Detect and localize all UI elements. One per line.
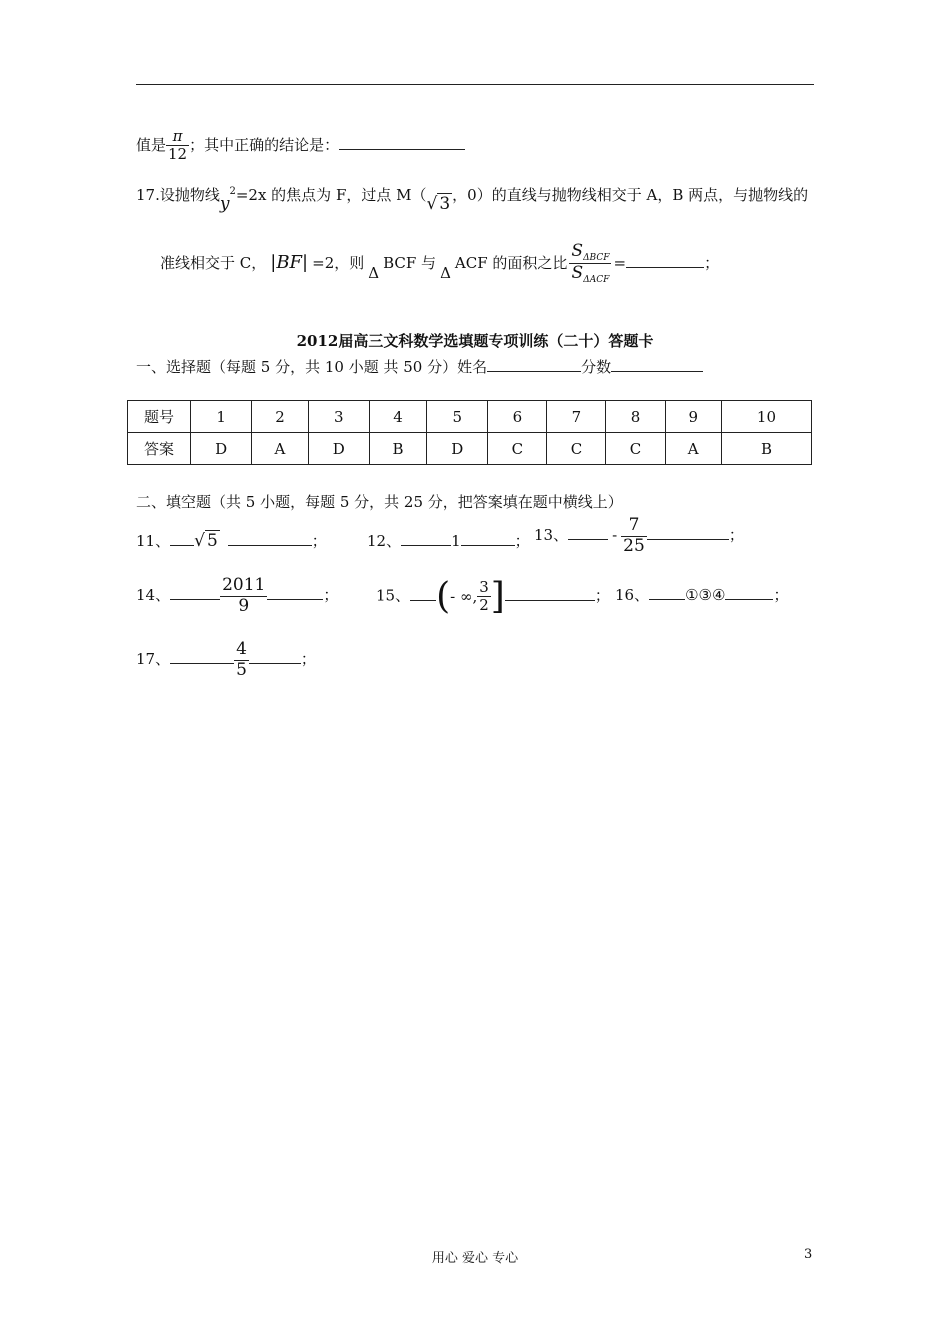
table-cell: 6 bbox=[488, 401, 547, 433]
choice-answer-table bbox=[127, 400, 812, 465]
q17-line-1: 17.设抛物线$y^2=2x$ 的焦点为 F，过点 M（√ 3 ，0）的直线与抛物线相交于 A，B 两点，与抛物线的 bbox=[136, 186, 809, 214]
answer-cell: B bbox=[369, 433, 426, 465]
q17-abs-bf: |BF| bbox=[270, 251, 309, 273]
q14-answer: $\frac{2011}{9}$ bbox=[222, 575, 266, 616]
table-row-numbers bbox=[128, 401, 812, 433]
q11-answer: √ 5 bbox=[194, 531, 218, 551]
answer-cell: D bbox=[427, 433, 488, 465]
page-number: 3 bbox=[804, 1247, 813, 1262]
q15-answer-frac: $\frac{3}{2}$ bbox=[479, 577, 489, 614]
q16-tail-line bbox=[136, 128, 465, 164]
table-cell: 5 bbox=[427, 401, 488, 433]
table-row-answers bbox=[128, 433, 812, 465]
answer-cell: C bbox=[488, 433, 547, 465]
answer-cell: B bbox=[721, 433, 811, 465]
q12-answer: 1 bbox=[451, 532, 461, 550]
q17-fill-answer: $\frac{4}{5}$ bbox=[236, 639, 247, 680]
fill-q13: 13、 - $\frac{7}{25}$ ； bbox=[534, 515, 744, 556]
footer-slogan: 用心 爱心 专心 bbox=[431, 1251, 519, 1266]
answer-cell: D bbox=[308, 433, 369, 465]
q16-answer: ①③④ bbox=[685, 586, 726, 604]
table-cell: 4 bbox=[369, 401, 426, 433]
answer-cell: A bbox=[665, 433, 721, 465]
q17-sqrt: √ 3 bbox=[426, 194, 451, 214]
fill-q15: 15、 (- ∞, $\frac{3}{2}$ ] ； bbox=[376, 576, 610, 617]
answer-card-title: 2012届高三文科数学选填题专项训练（二十）答题卡 bbox=[296, 332, 654, 350]
q17-y-var: y bbox=[219, 194, 230, 214]
answer-cell: D bbox=[191, 433, 252, 465]
fill-q11: 11、 √ 5 ； bbox=[136, 531, 327, 551]
q17-line-2: 准线相交于 C， |BF| =2，则ΔBCF 与ΔACF 的面积之比 $\frac{S_{\Delta BCF}}{S_{\Delta ACF}}$ = ； bbox=[160, 241, 720, 286]
q17-area-ratio: $\frac{S_{\Delta BCF}}{S_{\Delta ACF}}$ bbox=[571, 241, 610, 286]
answer-cell: A bbox=[252, 433, 308, 465]
q17-answer-blank[interactable] bbox=[626, 267, 704, 268]
fill-q14: 14、 $\frac{2011}{9}$ ； bbox=[136, 575, 339, 616]
table-cell: 1 bbox=[191, 401, 252, 433]
answer-cell: C bbox=[547, 433, 606, 465]
table-cell: 2 bbox=[252, 401, 308, 433]
q16-answer-blank[interactable] bbox=[339, 149, 465, 150]
table-cell: 9 bbox=[665, 401, 721, 433]
q15-answer-left: - ∞, bbox=[450, 587, 478, 606]
section-2-heading: 二、填空题（共 5 小题，每题 5 分，共 25 分，把答案填在题中横线上） bbox=[136, 493, 623, 511]
q17-delta-2: Δ bbox=[440, 263, 451, 282]
fill-q12: 12、 1 ； bbox=[367, 532, 530, 550]
q17-delta-1: Δ bbox=[368, 263, 380, 282]
q16-suffix: ；其中正确的结论是： bbox=[189, 135, 340, 154]
row-label-numbers: 题号 bbox=[128, 401, 191, 433]
q16-fraction: $\frac{\pi}{12}$ bbox=[168, 127, 188, 164]
q13-answer: $\frac{7}{25}$ bbox=[623, 515, 645, 556]
fill-q17: 17、 $\frac{4}{5}$ ； bbox=[136, 639, 316, 680]
q16-prefix: 值是 bbox=[136, 135, 167, 154]
score-field[interactable] bbox=[611, 371, 703, 372]
table-cell: 3 bbox=[308, 401, 369, 433]
fill-q16: 16、 ①③④ ； bbox=[615, 586, 789, 604]
name-field[interactable] bbox=[487, 371, 581, 372]
table-cell: 8 bbox=[606, 401, 665, 433]
table-cell: 7 bbox=[547, 401, 606, 433]
section-1-heading: 一、选择题（每题 5 分，共 10 小题 共 50 分）姓名 分数 bbox=[136, 356, 703, 377]
row-label-answers: 答案 bbox=[128, 433, 191, 465]
table-cell: 10 bbox=[721, 401, 811, 433]
header-rule bbox=[136, 84, 814, 85]
answer-cell: C bbox=[606, 433, 665, 465]
